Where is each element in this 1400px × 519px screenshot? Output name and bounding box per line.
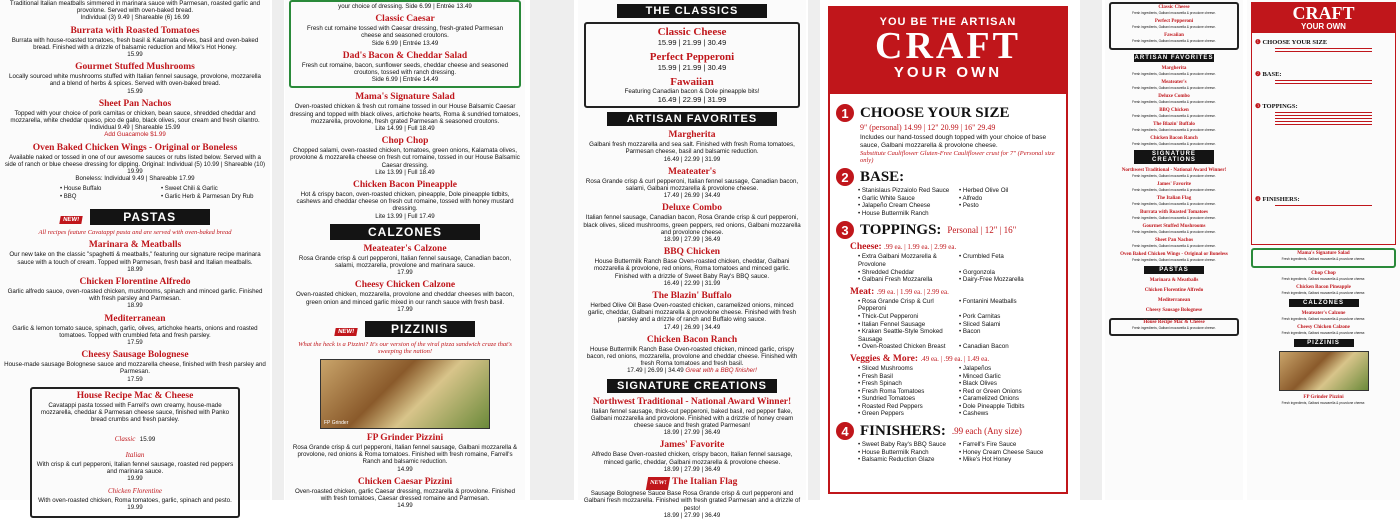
item-name: The Italian Flag: [1156, 196, 1192, 201]
pizzini-photo: [1279, 351, 1369, 391]
item-name: Chicken Bacon Pineapple: [1296, 285, 1351, 290]
topping-option: Galbani Fresh Mozzarella: [861, 276, 933, 284]
topping-option: Sliced Salami: [962, 320, 1001, 328]
craft-title: CRAFT: [1292, 3, 1355, 23]
item-name: Chop Chop: [1311, 271, 1336, 276]
step-title: ❸ TOPPINGS:: [1255, 103, 1298, 110]
topping-option: Fresh Roma Tomatoes: [861, 387, 925, 395]
step-number: 2: [836, 168, 854, 186]
topping-option: Jalapeños: [962, 364, 992, 372]
item-name: Meateater's: [1161, 80, 1187, 85]
base-option: Pesto: [962, 202, 979, 210]
section-banner-signature: SIGNATURE CREATIONS: [1134, 150, 1214, 164]
item-price: 18.99 | 27.99 | 36.49: [663, 511, 721, 519]
item-desc: Fresh ingredients, Galbani mozzarella & provolone cheese.: [1132, 216, 1216, 220]
base-option: Garlic White Sauce: [861, 194, 915, 202]
section-banner-pastas: PASTAS: [90, 209, 210, 225]
item-desc: Our new take on the classic "spaghetti & meatballs," featuring our signature recipe marinara sauce with a touch of cream. Topped with Parmesan, fresh basil and Italian meatballs.: [9, 251, 261, 266]
item-price: 18.99 | 27.99 | 36.49: [663, 465, 721, 473]
item-name: Burrata with Roasted Tomatoes: [1140, 210, 1208, 215]
item-desc: Rosa Grande crisp & curl pepperoni, Italian fennel sausage, Canadian bacon, salami, Galbani mozzarella & provolone cheese.: [585, 177, 799, 193]
topping-option: Red or Green Onions: [962, 387, 1022, 395]
craft-steps: [828, 94, 1068, 494]
item-name: Perfect Pepperoni: [1154, 19, 1194, 24]
item-name: Cheesy Sausage Bolognese: [81, 350, 189, 361]
item-desc: Fresh ingredients, Galbani mozzarella & provolone cheese.: [1281, 277, 1366, 281]
size-columns: Personal | 12" | 16": [947, 225, 1017, 236]
item-name: Fawaiian: [1164, 33, 1184, 38]
variant-name: Chicken Florentine: [108, 487, 162, 496]
section-note: All recipes feature Cavatappi pasta and are served with oven-baked bread: [38, 229, 232, 237]
item-desc: Garlic & lemon tomato sauce, spinach, garlic, olives, artichoke hearts, onions and roasted tomatoes. Topped with crumbled feta and fresh parsley.: [12, 324, 258, 339]
menu-page-salads-calzones: [285, 0, 525, 510]
topping-option: Rosa Grande Crisp & Curl Pepperoni: [858, 297, 934, 313]
craft-header: [1251, 2, 1396, 33]
step-title: BASE:: [860, 168, 905, 185]
topping-option: Fresh Spinach: [861, 380, 902, 388]
item-name: Fawaiian: [670, 76, 714, 88]
variant-name: Italian: [125, 450, 145, 459]
topping-option: Cashews: [962, 410, 989, 418]
topping-option: Dole Pineapple Tidbits: [962, 402, 1025, 410]
item-desc: House-made sausage Bolognese sauce and mozzarella cheese, finished with fresh parsley and Parmesan.: [4, 361, 266, 376]
item-price: Add Guacamole $1.99: [104, 131, 166, 139]
item-desc: Fresh ingredients, Galbani mozzarella & provolone cheese.: [1132, 39, 1216, 43]
base-option: Alfredo: [962, 194, 983, 202]
sauce-item: • Garlic Herb & Parmesan Dry Rub: [161, 193, 254, 200]
item-desc: Fresh ingredients, Galbani mozzarella & provolone cheese.: [1132, 174, 1216, 178]
item-desc: House Buttermilk Ranch Base Oven-roasted chicken, minced garlic, crispy bacon, red onions, mozzarella, provolone and cheddar cheese. Finished with fresh Roma tomatoes and fresh basil.: [586, 345, 798, 368]
menu-page-craft-your-own: [822, 0, 1074, 500]
salads-box: [289, 0, 521, 88]
item-name: Meateater's Calzone: [363, 243, 447, 254]
item-price: 16.49 | 22.99 | 31.99: [657, 95, 727, 105]
item-name: The Blazin' Buffalo: [1153, 122, 1195, 127]
cheese-list: • Extra Galbani Mozzarella & Provolone • Crumbled Feta • Shredded Cheddar • Gorgonzola • Galbani Fresh Mozzarella • Dairy-Free Mozzarella: [858, 253, 1024, 284]
item-name: Cheesy Sausage Bolognese: [1145, 308, 1203, 313]
item-name: Meateater's: [668, 166, 716, 177]
photo-caption: FP Grinder: [324, 420, 349, 427]
item-name: Burrata with Roasted Tomatoes: [70, 25, 200, 36]
base-option: Stanislaus Pizzaiolo Red Sauce: [861, 187, 950, 194]
item-desc: Fresh ingredients, Galbani mozzarella & provolone cheese.: [1281, 291, 1366, 295]
craft-subtitle: YOUR OWN: [1301, 22, 1346, 31]
sauce-item: • Sweet Chili & Garlic: [161, 186, 218, 193]
topping-option: Sliced Mushrooms: [861, 364, 913, 372]
item-desc: Fresh ingredients, Galbani mozzarella & provolone cheese.: [1132, 86, 1216, 90]
item-desc: With crisp & curl pepperoni, Italian fennel sausage, roasted red peppers and marinara sauce.: [36, 460, 234, 475]
topping-option: Crumbled Feta: [962, 253, 1004, 261]
item-name: The Italian Flag: [671, 477, 738, 488]
page-gap: [530, 0, 574, 500]
new-badge: NEW!: [60, 216, 83, 224]
item-price: 15.99: [127, 51, 143, 59]
item-desc: Locally sourced white mushrooms stuffed with Italian fennel sausage, provolone, mozzarella and a blend of herbs & spices. Served with oven-baked bread.: [9, 73, 261, 88]
item-price: Lite 13.99 | Full 18.49: [375, 168, 435, 176]
item-desc: Topped with your choice of pork carnitas or chicken, bean sauce, shredded cheddar and mozzarella, white cheddar queso, pico de gallo, black olives, sour cream and fresh cilantro. Individual 9.49 | Shareable 15.99: [10, 109, 260, 132]
menu-page-appetizers-pastas: [0, 0, 270, 512]
section-note: What the heck is a Pizzini? It's our version of the viral pizza sandwich craze that's sweeping the nation!: [298, 341, 512, 356]
variant-name: Classic: [114, 434, 136, 443]
finisher-option: Balsamic Reduction Glaze: [861, 456, 935, 464]
step-note: Substitute Cauliflower Gluten-Free Cauliflower crust for 7" (Personal size only): [860, 150, 1055, 164]
item-desc: Fresh ingredients, Galbani mozzarella & provolone cheese.: [1281, 401, 1366, 405]
item-desc: Chopped salami, oven-roasted chicken, tomatoes, green onions, Kalamata olives, provolone & mozzarella cheese on fresh cut romaine, tossed in our House Balsamic Caesar dressing.: [290, 147, 520, 169]
item-name: Mama's Signature Salad: [1297, 251, 1350, 256]
item-desc: Featuring Canadian bacon & Dole pineapple bits!: [624, 88, 760, 95]
item-desc: Fresh ingredients, Galbani mozzarella & provolone cheese.: [1281, 331, 1366, 335]
item-name: Classic Cheese: [657, 26, 727, 38]
item-desc: Italian fennel sausage, Canadian bacon, Rosa Grande crisp & curl pepperoni, black olives, sliced mushrooms, green peppers, red onions, Galbani mozzarella and provolone cheese.: [583, 214, 801, 236]
base-option: House Buttermilk Ranch: [861, 209, 929, 217]
section-banner-pizzinis: PIZZINIS: [1294, 339, 1354, 347]
sauce-item: • BBQ: [60, 193, 77, 200]
topping-group-title: Meat:: [850, 286, 875, 297]
item-desc: Fresh cut romaine tossed with Caesar dressing, fresh-grated Parmesan cheese and seasoned croutons.: [306, 25, 504, 40]
item-desc: Alfredo Base Oven-roasted chicken, crispy bacon, Italian fennel sausage, minced garlic, cheddar, Galbani mozzarella & provolone cheese.: [591, 451, 793, 466]
item-price: 15.99 | 21.99 | 30.49: [657, 63, 727, 72]
section-banner-signature: SIGNATURE CREATIONS: [607, 379, 777, 393]
menu-thumbnail-craft: [1247, 0, 1400, 500]
item-price: Individual (3) 9.49 | Shareable (6) 16.99: [80, 14, 190, 22]
item-name: FP Grinder Pizzini: [366, 433, 444, 444]
item-name: Sheet Pan Nachos: [1154, 238, 1194, 243]
item-name: Classic Cheese: [1158, 5, 1190, 10]
item-name: Chicken Florentine Alfredo: [1144, 288, 1204, 293]
item-desc: Cavatappi pasta tossed with Farrell's own creamy, house-made mozzarella, cheddar & Parmesan cheese sauce, finished with Panko bread crumbs and fresh parsley.: [40, 401, 230, 424]
section-banner-artisan: ARTISAN FAVORITES: [607, 112, 777, 126]
item-name: Meateater's Calzone: [1301, 311, 1346, 316]
item-name: Chicken Florentine Alfredo: [79, 277, 191, 288]
item-price: 15.99: [139, 435, 156, 443]
topping-group-title: Veggies & More:: [850, 353, 919, 364]
item-price: your choice of dressing. Side 6.99 | Entrée 13.49: [338, 3, 472, 10]
item-name: FP Grinder Pizzini: [1303, 395, 1344, 400]
item-desc: With oven-roasted chicken, Roma tomatoes, garlic, spinach and pesto.: [38, 497, 232, 505]
topping-option: Bacon: [962, 328, 981, 336]
topping-price: .49 ea. | .99 ea. | 1.49 ea.: [920, 354, 990, 363]
step-title: ❷ BASE:: [1255, 71, 1282, 78]
item-name: Deluxe Combo: [1158, 94, 1190, 99]
item-price: Boneless: Individual 9.49 | Shareable 17.99: [75, 175, 195, 183]
menu-page-pizzas: [578, 0, 806, 519]
classics-box: [584, 22, 800, 108]
item-desc: Available naked or tossed in one of our awesome sauces or rubs listed below. Served with a side of ranch or blue cheese dressing for dipping. Original: Individual (5) 10.99 | Shareable (10) 19.99: [4, 153, 266, 176]
item-name: Chicken Bacon Pineapple: [353, 180, 457, 191]
craft-tagline: YOU BE THE ARTISAN: [879, 16, 1017, 28]
topping-option: Dairy-Free Mozzarella: [962, 276, 1024, 284]
item-desc: Fresh ingredients, Galbani mozzarella & provolone cheese.: [1132, 142, 1216, 146]
item-desc: Oven-roasted chicken, garlic Caesar dressing, mozzarella & provolone. Finished with fresh tomatoes, Caesar dressed romaine and Parmesan.: [294, 487, 516, 503]
step-title: ❶ CHOOSE YOUR SIZE: [1255, 39, 1328, 46]
item-desc: Oven-roasted chicken & fresh cut romaine tossed in our House Balsamic Caesar dressing and topped with black olives, artichoke hearts, Roma & sundried tomatoes, mozzarella, provolone, fresh grated Parmesan & seasoned croutons.: [289, 103, 521, 125]
item-price: 14.99: [397, 502, 413, 510]
item-name: Perfect Pepperoni: [649, 51, 735, 63]
step-desc: Includes our hand-tossed dough topped with your choice of base sauce, Galbani mozzarella & provolone cheese.: [860, 134, 1047, 149]
topping-option: Shredded Cheddar: [861, 268, 915, 276]
item-name: Chicken Caesar Pizzini: [357, 476, 453, 487]
item-price: 17.99: [397, 305, 413, 313]
menu-thumbnail-pizzas: [1105, 0, 1243, 500]
section-banner-calzones: CALZONES: [330, 224, 480, 240]
item-note: Great with a BBQ finisher!: [685, 367, 757, 375]
item-price: 17.59: [127, 339, 143, 347]
finisher-option: House Buttermilk Ranch: [861, 448, 929, 456]
item-name: Gourmet Stuffed Mushrooms: [75, 62, 195, 73]
topping-option: Fontanini Meatballs: [962, 297, 1017, 305]
craft-steps: [1251, 33, 1396, 245]
item-price: Lite 14.99 | Full 18.49: [375, 125, 435, 133]
classics-box: [1109, 2, 1239, 50]
topping-option: Extra Galbani Mozzarella & Provolone: [858, 253, 937, 268]
item-desc: Garlic alfredo sauce, oven-roasted chicken, mushrooms, spinach and minced garlic. Finished with fresh parsley and Parmesan.: [7, 288, 263, 303]
item-desc: Italian fennel sausage, thick-cut pepperoni, baked basil, red pepper flake, Galbani mozzarella and provolone. Finished with a drizzle of honey cream cheese sauce and fresh grated Parmesan!: [590, 407, 794, 430]
item-price: Lite 13.99 | Full 17.49: [375, 212, 435, 220]
item-desc: Fresh ingredients, Galbani mozzarella & provolone cheese.: [1132, 128, 1216, 132]
item-price: 18.99 | 27.99 | 36.49: [663, 236, 721, 244]
section-banner-classics: THE CLASSICS: [617, 4, 767, 18]
step-number: 4: [836, 422, 854, 440]
item-price: 18.99: [127, 265, 143, 273]
meat-list: • Rosa Grande Crisp & Curl Pepperoni • Fontanini Meatballs • Thick-Cut Pepperoni • Pork Carnitas • Italian Fennel Sausage • Sliced Salami • Kraken Seattle-Style Smoked Sausage • Bacon • Oven-Roasted Chicken Breast • Canadian Bacon: [858, 297, 1017, 351]
item-desc: Fresh ingredients, Galbani mozzarella & provolone cheese.: [1132, 114, 1216, 118]
topping-option: Fresh Basil: [861, 372, 893, 380]
item-desc: Fresh ingredients, Galbani mozzarella & provolone cheese.: [1132, 230, 1216, 234]
sauce-list: [60, 186, 262, 201]
topping-option: Green Peppers: [861, 410, 904, 418]
item-name: James' Favorite: [1156, 182, 1192, 187]
topping-price: .99 ea. | 1.99 ea. | 2.99 ea.: [876, 287, 949, 296]
item-price: 17.49 | 26.99 | 34.49: [663, 323, 721, 331]
finisher-option: Sweet Baby Ray's BBQ Sauce: [861, 441, 946, 449]
section-banner-pastas: PASTAS: [1144, 266, 1204, 274]
topping-group-title: Cheese:: [850, 242, 882, 253]
page-gap: [1080, 0, 1102, 500]
item-name: Sheet Pan Nachos: [98, 98, 172, 109]
item-name: Mediterranean: [104, 313, 166, 324]
item-name: Cheesy Chicken Calzone: [354, 280, 456, 291]
item-desc: Fresh cut romaine, bacon, sunflower seeds, cheddar cheese and seasoned croutons, tossed with ranch dressing.: [301, 61, 509, 77]
finisher-option: Mike's Hot Honey: [962, 456, 1012, 464]
finisher-option: Farrell's Fire Sauce: [962, 441, 1017, 449]
topping-price: .99 ea. | 1.99 ea. | 2.99 ea.: [884, 243, 957, 252]
pizzini-photo: [320, 359, 490, 429]
item-price: 17.99: [397, 269, 413, 277]
topping-option: Oven-Roasted Chicken Breast: [861, 343, 946, 351]
item-desc: Oven-roasted chicken, mozzarella, provolone and cheddar cheeses with bacon, green onion and minced garlic mixed in our ranch sauce with fresh basil.: [295, 291, 515, 306]
topping-option: Minced Garlic: [962, 372, 1001, 380]
item-desc: Burrata with house-roasted tomatoes, fresh basil & Kalamata olives, basil and oven-baked bread. Finished with a drizzle of balsamic reduction and Mike's Hot Honey.: [11, 36, 259, 51]
topping-option: Thick-Cut Pepperoni: [861, 312, 919, 320]
craft-subtitle: YOUR OWN: [893, 64, 1003, 81]
item-price: 16.49 | 22.99 | 31.99: [663, 279, 721, 287]
step-number: 1: [836, 104, 854, 122]
topping-option: Sundried Tomatoes: [861, 395, 916, 403]
item-desc: Fresh ingredients, Galbani mozzarella & provolone cheese.: [1132, 202, 1216, 206]
item-price: 15.99 | 21.99 | 30.49: [657, 38, 727, 47]
step-title: ❹ FINISHERS:: [1255, 196, 1300, 203]
item-price: 14.99: [397, 465, 413, 473]
item-name: Cheesy Chicken Calzone: [1297, 325, 1350, 330]
item-name: Northwest Traditional - National Award Winner!: [1121, 168, 1227, 173]
item-price: 18.99: [127, 302, 143, 310]
item-name: Chicken Bacon Ranch: [646, 334, 738, 345]
item-desc: Fresh ingredients, Galbani mozzarella & provolone cheese.: [1132, 11, 1216, 15]
topping-option: Black Olives: [962, 380, 997, 388]
item-name: Marinara & Meatballs: [1149, 278, 1199, 283]
topping-option: Pork Carnitas: [962, 312, 1001, 320]
item-desc: Fresh ingredients, Galbani mozzarella & provolone cheese.: [1132, 25, 1216, 29]
item-name: BBQ Chicken: [1159, 108, 1189, 113]
item-desc: Galbani fresh mozzarella and sea salt. Finished with fresh Roma tomatoes, Parmesan cheese, basil and balsamic reduction.: [589, 141, 795, 156]
item-price: 18.99 | 27.99 | 36.49: [663, 429, 721, 437]
section-banner-pizzinis: PIZZINIS: [365, 321, 475, 337]
page-gap: [808, 0, 820, 500]
item-name: The Blazin' Buffalo: [652, 291, 732, 302]
item-name: Margherita: [668, 130, 716, 141]
craft-title: CRAFT: [875, 25, 1021, 67]
item-price: 19.99: [127, 474, 143, 482]
item-desc: Traditional Italian meatballs simmered in marinara sauce with Parmesan, roasted garlic and provolone. Served with oven-baked bread.: [9, 0, 261, 15]
item-name: Deluxe Combo: [662, 203, 722, 214]
mac-and-cheese-box: [30, 387, 240, 518]
item-name: Oven Baked Chicken Wings - Original or Boneless: [1120, 252, 1228, 257]
item-name: Gourmet Stuffed Mushrooms: [1142, 224, 1206, 229]
sauce-item: • House Buffalo: [60, 186, 102, 193]
item-name: Mediterranean: [1157, 298, 1191, 303]
finisher-option: Honey Cream Cheese Sauce: [962, 448, 1044, 456]
step-number: 3: [836, 221, 854, 239]
item-name: Chicken Bacon Ranch: [1150, 136, 1198, 141]
item-desc: House Buttermilk Ranch Base Oven-roasted chicken, cheddar, Galbani mozzarella & provolone, red onions, Roma tomatoes and minced garlic. Finished with a drizzle of Sweet Baby Ray's BBQ sauce.: [593, 258, 791, 280]
new-badge: NEW!: [645, 477, 670, 490]
item-name: Oven Baked Chicken Wings - Original or Boneless: [32, 142, 238, 153]
veggie-list: • Sliced Mushrooms • Jalapeños • Fresh Basil • Minced Garlic • Fresh Spinach • Black Olives • Fresh Roma Tomatoes • Red or Green Onions • Sundried Tomatoes • Caramelized Onions • Roasted Red Peppers • Dole Pineapple Tidbits • Green Peppers • Cashews: [858, 364, 1025, 418]
step-title: CHOOSE YOUR SIZE: [860, 104, 1010, 121]
topping-option: Italian Fennel Sausage: [861, 320, 926, 328]
item-name: Mama's Signature Salad: [355, 92, 455, 103]
section-banner-calzones: CALZONES: [1289, 299, 1359, 307]
craft-header: [828, 6, 1068, 94]
item-name: House Recipe Mac & Cheese: [1143, 320, 1205, 325]
step-title: TOPPINGS:: [860, 221, 942, 238]
item-name: Chop Chop: [381, 136, 429, 147]
item-name: Marinara & Meatballs: [88, 240, 182, 251]
topping-option: Canadian Bacon: [962, 343, 1009, 351]
base-option: Herbed Olive Oil: [962, 187, 1009, 194]
item-desc: Fresh ingredients, Galbani mozzarella & provolone cheese.: [1132, 188, 1216, 192]
topping-option: Kraken Seattle-Style Smoked Sausage: [858, 328, 943, 343]
item-name: Dad's Bacon & Cheddar Salad: [342, 50, 468, 61]
item-name: BBQ Chicken: [663, 247, 721, 258]
base-option: Jalapeño Cream Cheese: [861, 202, 931, 210]
item-desc: Fresh ingredients, Galbani mozzarella & provolone cheese.: [1281, 317, 1366, 321]
finisher-list: • Sweet Baby Ray's BBQ Sauce • Farrell's Fire Sauce • House Buttermilk Ranch • Honey Cream Cheese Sauce • Balsamic Reduction Glaze • Mike's Hot Honey: [858, 441, 1044, 464]
size-prices: 9" (personal) 14.99 | 12" 20.99 | 16" 29.49: [860, 123, 996, 132]
topping-option: Gorgonzola: [962, 268, 995, 276]
item-desc: Rosa Grande crisp & curl pepperoni, Italian fennel sausage, Galbani mozzarella & provolone, red onions & Roma tomatoes. Finished with fresh romaine, Farrell's Ranch and balsamic reduction.: [292, 444, 518, 466]
item-name: House Recipe Mac & Cheese: [76, 390, 194, 401]
item-desc: Fresh ingredients, Galbani mozzarella & provolone cheese.: [1132, 72, 1216, 76]
item-price: 16.49 | 22.99 | 31.99: [663, 155, 721, 163]
new-badge: NEW!: [335, 328, 358, 336]
item-price: Side 6.99 | Entrée 14.49: [371, 76, 439, 84]
item-desc: Fresh ingredients, Galbani mozzarella & provolone cheese.: [1132, 244, 1216, 248]
item-name: Margherita: [1161, 66, 1187, 71]
item-price: 17.49 | 26.99 | 34.49: [627, 367, 684, 375]
item-desc: Rosa Grande crisp & curl pepperoni, Italian fennel sausage, Canadian bacon, salami, mozzarella, provolone and marinara sauce.: [298, 254, 512, 270]
item-name: Northwest Traditional - National Award Winner!: [592, 396, 792, 407]
item-desc: Fresh ingredients, Galbani mozzarella & provolone cheese.: [1132, 100, 1216, 104]
mac-box: [1109, 318, 1239, 336]
topping-option: Caramelized Onions: [962, 395, 1019, 403]
item-name: Classic Caesar: [375, 14, 435, 25]
finisher-price: .99 each (Any size): [951, 426, 1022, 437]
topping-option: Roasted Red Peppers: [861, 402, 923, 410]
item-price: 19.99: [127, 504, 143, 512]
item-desc: Hot & crispy bacon, oven-roasted chicken, pineapple, Dole pineapple tidbits, cashews and cheddar cheese on fresh cut romaine, tossed with honey mustard dressing.: [296, 191, 514, 213]
section-banner-artisan: ARTISAN FAVORITES: [1134, 55, 1214, 61]
item-price: 15.99: [127, 87, 143, 95]
item-price: 17.59: [127, 375, 143, 383]
item-price: 17.49 | 26.99 | 34.49: [663, 192, 721, 200]
item-desc: Sausage Bolognese Sauce Base Rosa Grande crisp & curl pepperoni and Galbani fresh mozzarella. Finished with fresh grated Parmesan and a drizzle of pesto!: [583, 490, 801, 512]
base-list: • Stanislaus Pizzaiolo Red Sauce • Herbed Olive Oil • Garlic White Sauce • Alfredo • Jalapeño Cream Cheese • Pesto • House Buttermilk Ranch: [858, 187, 1009, 217]
item-desc: Fresh ingredients, Galbani mozzarella & provolone cheese.: [1132, 258, 1216, 262]
item-price: Side 6.99 | Entrée 13.49: [371, 39, 439, 47]
item-desc: Fresh ingredients, Galbani mozzarella & provolone cheese.: [1132, 326, 1216, 330]
salads-box: [1251, 248, 1396, 268]
page-gap: [272, 0, 284, 500]
item-name: James' Favorite: [659, 440, 725, 451]
item-desc: Herbed Olive Oil Base Oven-roasted chicken, caramelized onions, minced garlic, cheddar, Galbani mozzarella & provolone cheese. Finished with fresh parsley and a drizzle of ranch and Buffalo wing sauce.: [587, 302, 797, 324]
step-title: FINISHERS:: [860, 422, 946, 439]
item-desc: Fresh ingredients, Galbani mozzarella & provolone cheese.: [1281, 257, 1366, 261]
